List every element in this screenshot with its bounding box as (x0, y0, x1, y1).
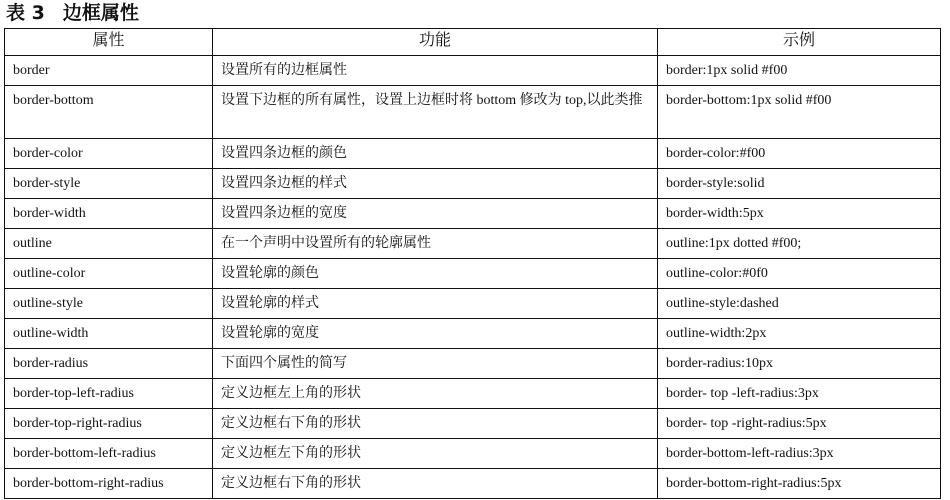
cell-property: border-bottom (5, 86, 213, 139)
cell-function: 在一个声明中设置所有的轮廓属性 (213, 229, 658, 259)
cell-property: border-top-right-radius (5, 409, 213, 439)
cell-example: border-color:#f00 (658, 139, 941, 169)
cell-property: border (5, 56, 213, 86)
border-properties-table (4, 28, 941, 499)
cell-function: 设置四条边框的宽度 (213, 199, 658, 229)
table-row (5, 56, 941, 86)
cell-function: 定义边框右下角的形状 (213, 469, 658, 499)
cell-function: 设置四条边框的样式 (213, 169, 658, 199)
cell-example: border-style:solid (658, 169, 941, 199)
cell-example: border:1px solid #f00 (658, 56, 941, 86)
cell-property: outline-color (5, 259, 213, 289)
cell-property: border-top-left-radius (5, 379, 213, 409)
cell-example: outline-color:#0f0 (658, 259, 941, 289)
table-row (5, 199, 941, 229)
table-row (5, 469, 941, 499)
cell-example: border- top -right-radius:5px (658, 409, 941, 439)
cell-property: border-bottom-right-radius (5, 469, 213, 499)
cell-example: outline-style:dashed (658, 289, 941, 319)
cell-function: 定义边框右下角的形状 (213, 409, 658, 439)
cell-example: border-width:5px (658, 199, 941, 229)
table-row (5, 139, 941, 169)
cell-function: 设置下边框的所有属性，设置上边框时将 bottom 修改为 top,以此类推 (213, 86, 658, 139)
cell-function: 定义边框左上角的形状 (213, 379, 658, 409)
table-row (5, 349, 941, 379)
table-row (5, 289, 941, 319)
cell-example: border-bottom-left-radius:3px (658, 439, 941, 469)
cell-function: 设置四条边框的颜色 (213, 139, 658, 169)
cell-example: border- top -left-radius:3px (658, 379, 941, 409)
cell-example: border-bottom-right-radius:5px (658, 469, 941, 499)
header-property: 属性 (5, 29, 213, 56)
cell-property: border-radius (5, 349, 213, 379)
table-row (5, 229, 941, 259)
table-row (5, 319, 941, 349)
cell-example: outline:1px dotted #f00; (658, 229, 941, 259)
cell-property: border-bottom-left-radius (5, 439, 213, 469)
table-row (5, 439, 941, 469)
table-row (5, 409, 941, 439)
caption-name: 边框属性 (62, 2, 139, 24)
cell-function: 下面四个属性的简写 (213, 349, 658, 379)
table-row (5, 259, 941, 289)
cell-function: 定义边框左下角的形状 (213, 439, 658, 469)
cell-property: outline-width (5, 319, 213, 349)
cell-function: 设置轮廓的样式 (213, 289, 658, 319)
table-caption (6, 0, 139, 26)
cell-property: border-style (5, 169, 213, 199)
cell-function: 设置轮廓的颜色 (213, 259, 658, 289)
table-row (5, 169, 941, 199)
cell-function: 设置轮廓的宽度 (213, 319, 658, 349)
cell-property: border-color (5, 139, 213, 169)
header-example: 示例 (658, 29, 941, 56)
table-row (5, 379, 941, 409)
caption-label: 表 3 (6, 2, 45, 24)
header-function: 功能 (213, 29, 658, 56)
cell-function: 设置所有的边框属性 (213, 56, 658, 86)
cell-property: outline-style (5, 289, 213, 319)
cell-example: outline-width:2px (658, 319, 941, 349)
cell-property: border-width (5, 199, 213, 229)
table-row (5, 86, 941, 139)
cell-example: border-radius:10px (658, 349, 941, 379)
cell-example: border-bottom:1px solid #f00 (658, 86, 941, 139)
header-row (5, 29, 941, 56)
cell-property: outline (5, 229, 213, 259)
